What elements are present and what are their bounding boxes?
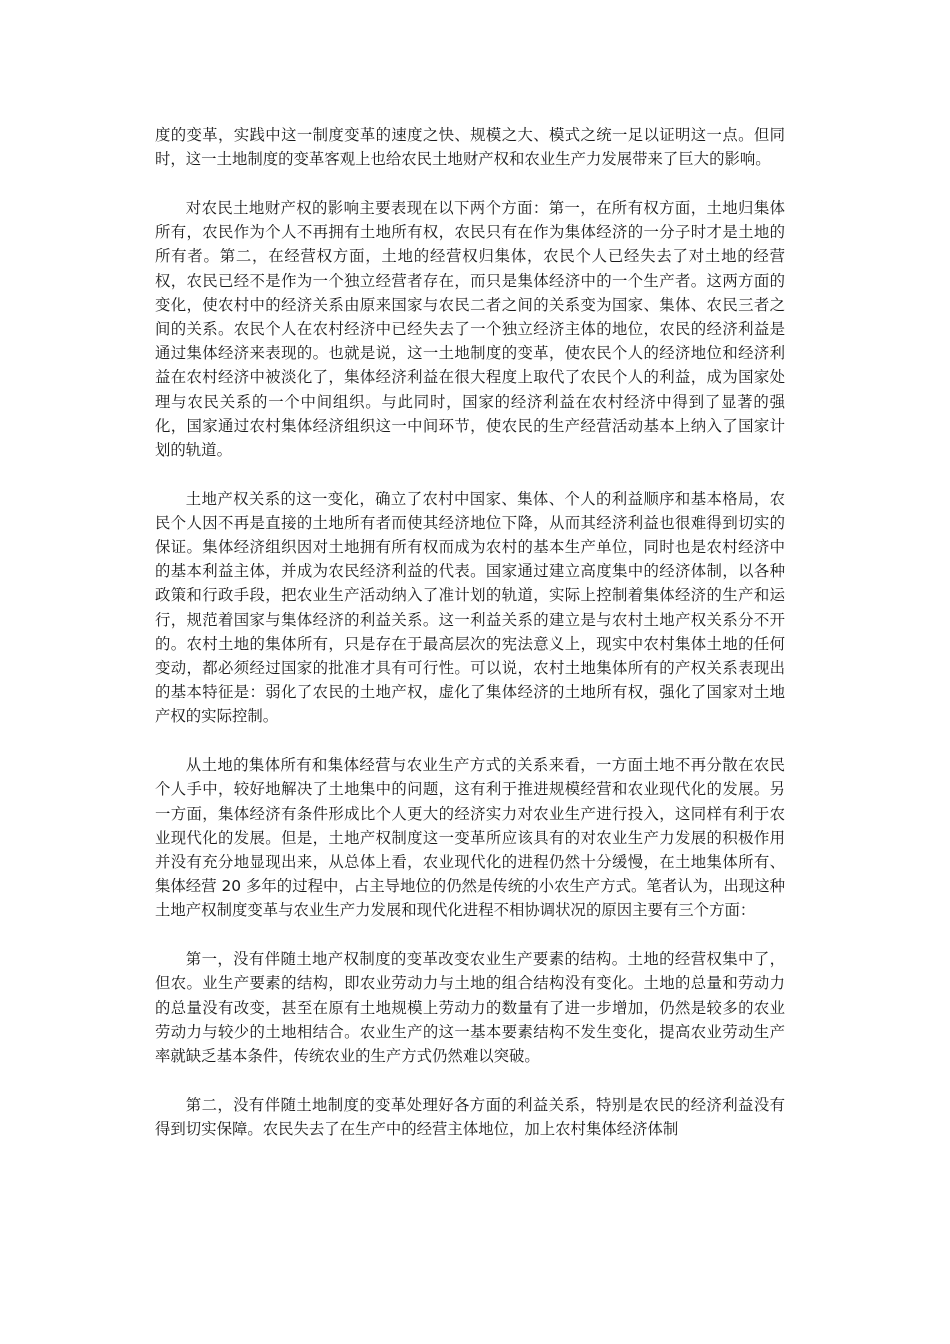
paragraph-1: 度的变革，实践中这一制度变革的速度之快、规模之大、模式之统一足以证明这一点。但同时，这一土地制度的变革客观上也给农民土地财产权和农业生产力发展带来了巨大的影响。 [155, 126, 785, 169]
paragraph-6: 第二，没有伴随土地制度的变革处理好各方面的利益关系，特别是农民的经济利益没有得到切实保障。农民失去了在生产中的经营主体地位，加上农村集体经济体制 [155, 1095, 785, 1138]
paragraph-3: 土地产权关系的这一变化，确立了农村中国家、集体、个人的利益顺序和基本格局，农民个人因不再是直接的土地所有者而使其经济地位下降，从而其经济利益也很难得到切实的保证。集体经济组织因对土地拥有所有权而成为农村的基本生产单位，同时也是农村经济中的基本利益主体，并成为农民经济利益的代表。国家通过建立高度集中的经济体制，以各种政策和行政手段，把农业生产活动纳入了准计划的轨道，实际上控制着集体经济的生产和运行，规范着国家与集体经济的利益关系。这一利益关系的建立是与农村土地产权关系分不开的。农村土地的集体所有，只是存在于最高层次的宪法意义上，现实中农村集体土地的任何变动，都必须经过国家的批准才具有可行性。可以说，农村土地集体所有的产权关系表现出的基本特征是：弱化了农民的土地产权，虚化了集体经济的土地所有权，强化了国家对土地产权的实际控制。 [155, 489, 785, 726]
paragraph-4: 从土地的集体所有和集体经营与农业生产方式的关系来看，一方面土地不再分散在农民个人手中，较好地解决了土地集中的问题，这有利于推进规模经营和农业现代化的发展。另一方面，集体经济有条件形成比个人更大的经济实力对农业生产进行投入，这同样有利于农业现代化的发展。但是，土地产权制度这一变革所应该具有的对农业生产力发展的积极作用并没有充分地显现出来，从总体上看，农业现代化的进程仍然十分缓慢，在土地集体所有、集体经营 20 多年的过程中，占主导地位的仍然是传统的小农生产方式。笔者认为，出现这种土地产权制度变革与农业生产力发展和现代化进程不相协调状况的原因主要有三个方面： [155, 756, 785, 920]
paragraph-5: 第一，没有伴随土地产权制度的变革改变农业生产要素的结构。土地的经营权集中了，但农。业生产要素的结构，即农业劳动力与土地的组合结构没有变化。土地的总量和劳动力的总量没有改变，甚至在原有土地规模上劳动力的数量有了进一步增加，仍然是较多的农业劳动力与较少的土地相结合。农业生产的这一基本要素结构不发生变化，提高农业劳动生产率就缺乏基本条件，传统农业的生产方式仍然难以突破。 [155, 950, 785, 1065]
paragraph-2: 对农民土地财产权的影响主要表现在以下两个方面：第一，在所有权方面，土地归集体所有，农民作为个人不再拥有土地所有权，农民只有在作为集体经济的一分子时才是土地的所有者。第二，在经营权方面，土地的经营权归集体，农民个人已经失去了对土地的经营权，农民已经不是作为一个独立经营者存在，而只是集体经济中的一个生产者。这两方面的变化，使农村中的经济关系由原来国家与农民二者之间的关系变为国家、集体、农民三者之间的关系。农民个人在农村经济中已经失去了一个独立经济主体的地位，农民的经济利益是通过集体经济来表现的。也就是说，这一土地制度的变革，使农民个人的经济地位和经济利益在农村经济中被淡化了，集体经济利益在很大程度上取代了农民个人的利益，成为国家处理与农民关系的一个中间组织。与此同时，国家的经济利益在农村经济中得到了显著的强化，国家通过农村集体经济组织这一中间环节，使农民的生产经营活动基本上纳入了国家计划的轨道。 [155, 198, 785, 459]
document-body [155, 123, 785, 1141]
